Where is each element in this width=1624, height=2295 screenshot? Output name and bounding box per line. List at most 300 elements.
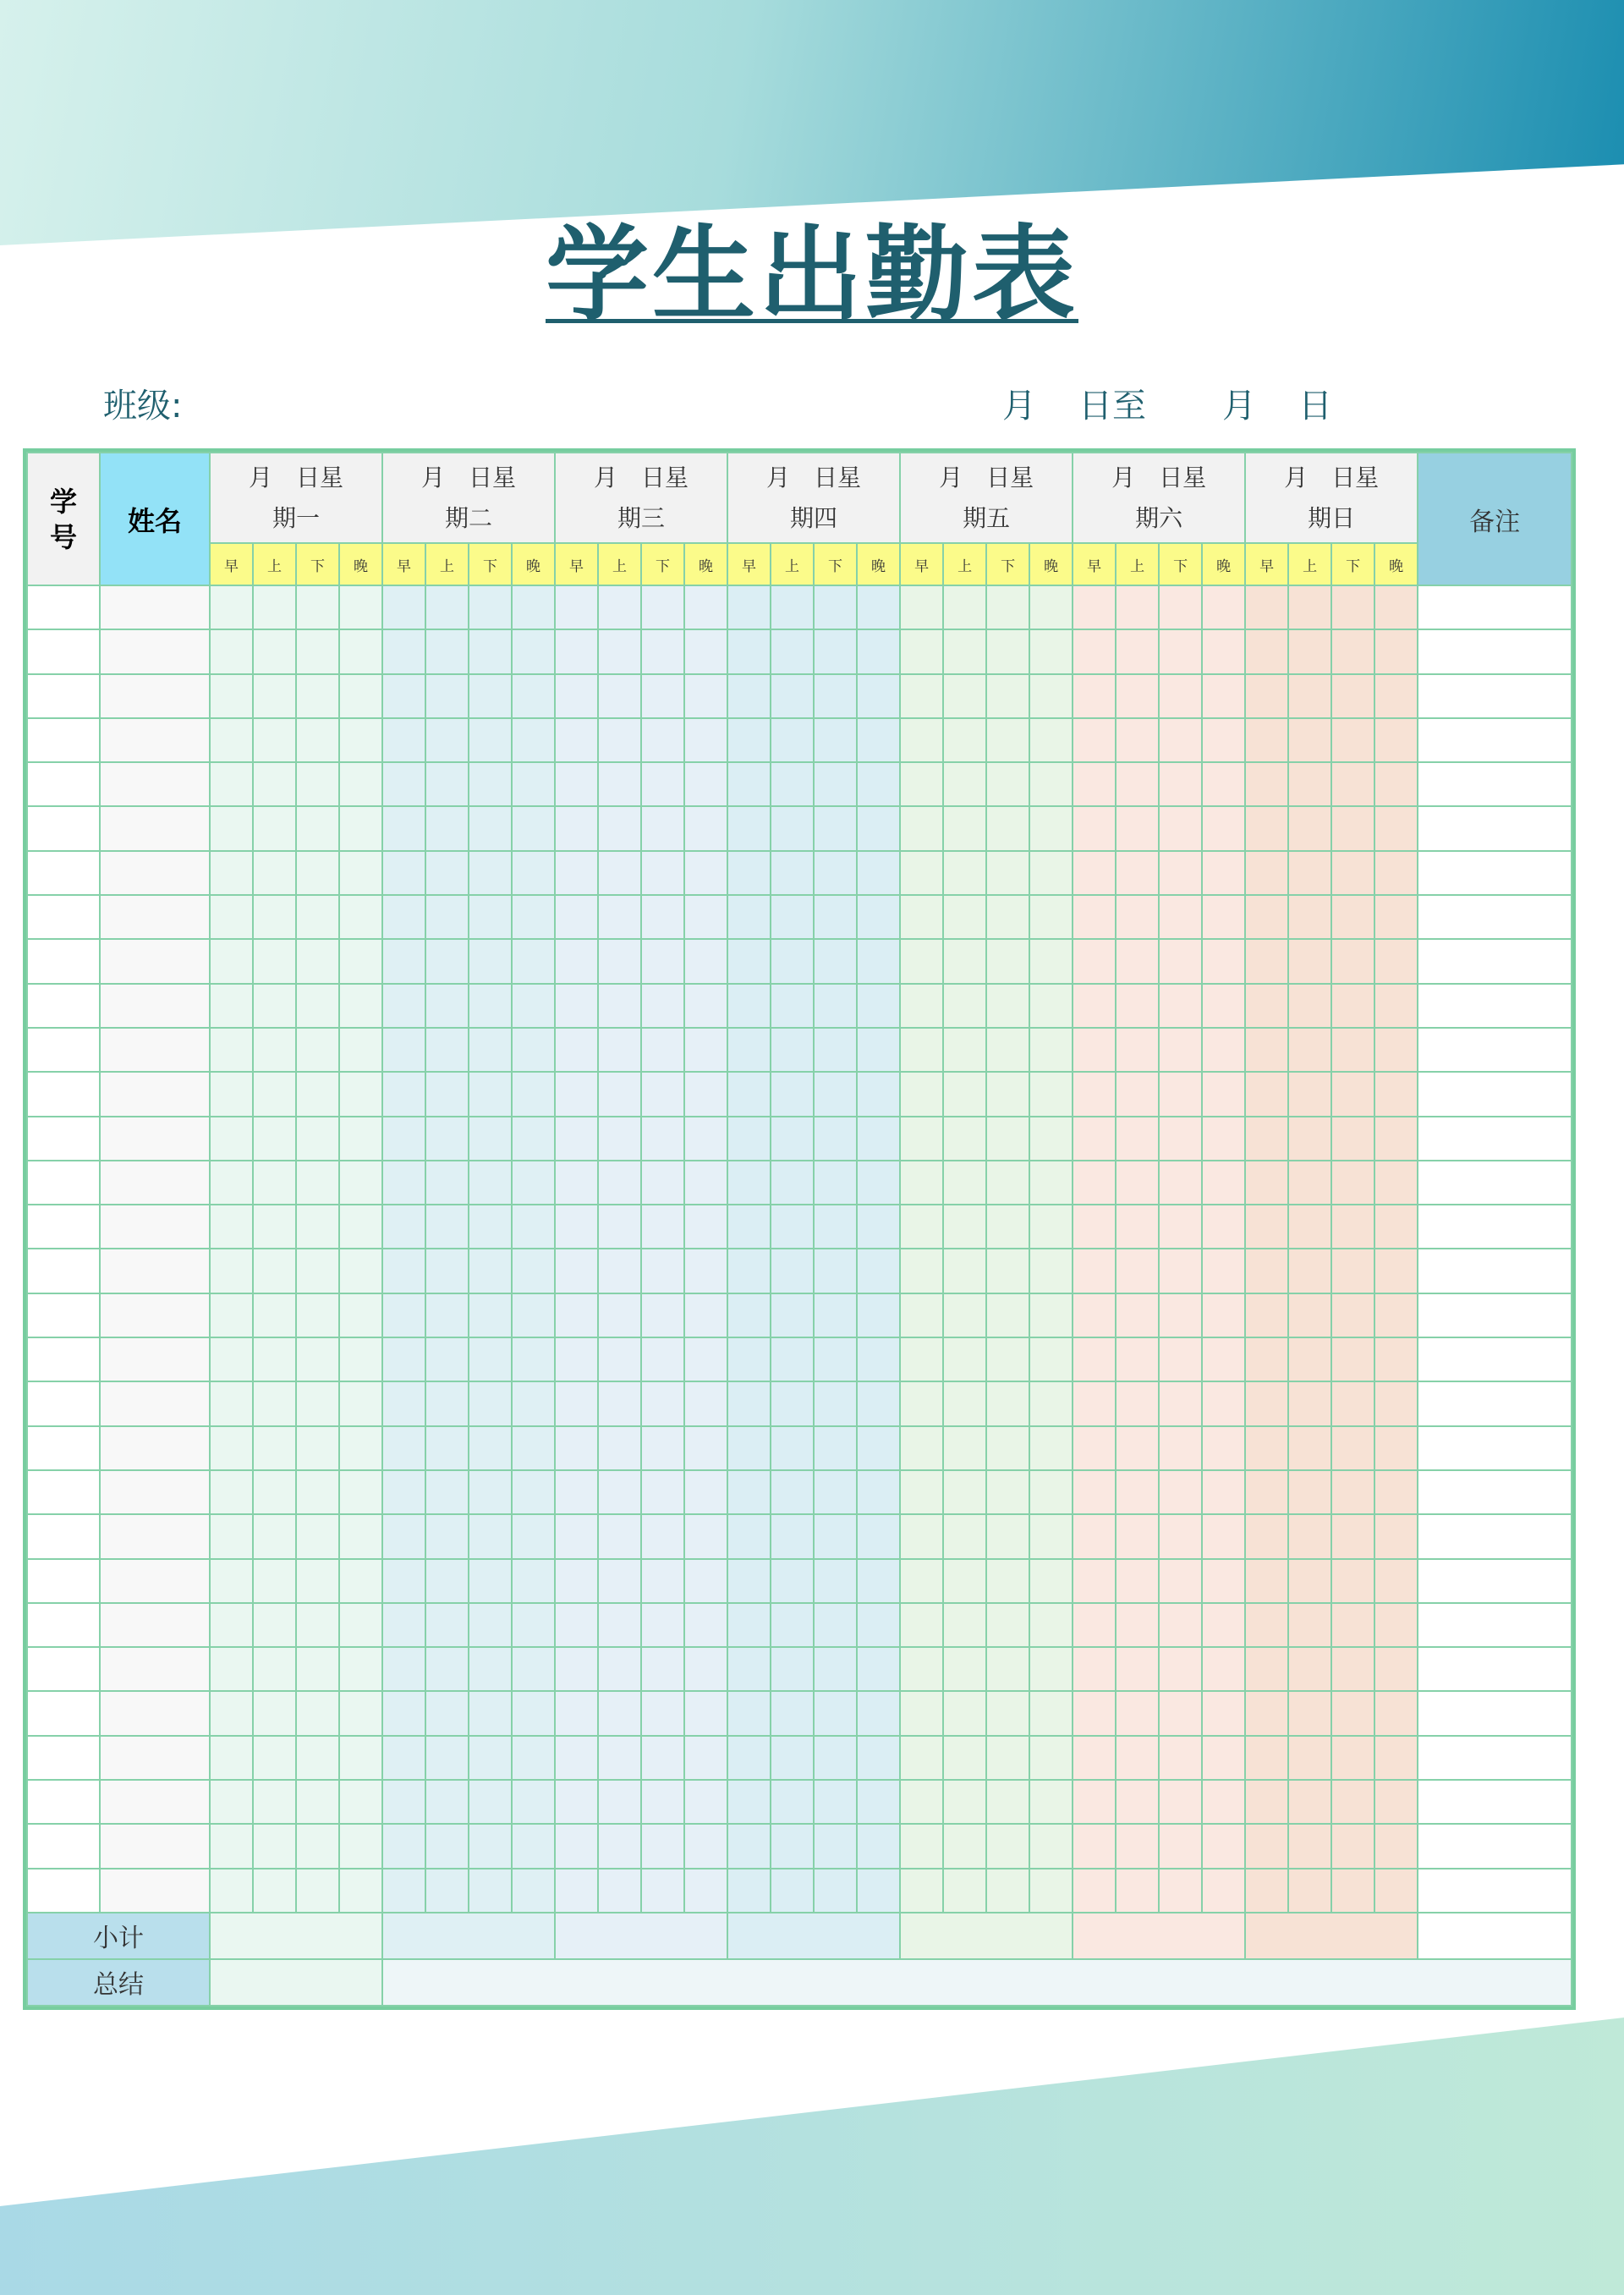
attendance-cell[interactable] (986, 718, 1029, 762)
summary-cell[interactable] (382, 1959, 1572, 2006)
student-id-cell[interactable] (27, 1161, 100, 1205)
attendance-cell[interactable] (339, 851, 382, 895)
attendance-cell[interactable] (1202, 1293, 1245, 1337)
attendance-cell[interactable] (1159, 1337, 1202, 1381)
attendance-cell[interactable] (555, 806, 598, 850)
attendance-cell[interactable] (900, 1337, 943, 1381)
attendance-cell[interactable] (1288, 718, 1331, 762)
attendance-cell[interactable] (1159, 1470, 1202, 1514)
attendance-cell[interactable] (814, 674, 857, 718)
attendance-cell[interactable] (684, 762, 727, 806)
attendance-cell[interactable] (1331, 629, 1374, 673)
attendance-cell[interactable] (1331, 1780, 1374, 1824)
attendance-cell[interactable] (986, 1470, 1029, 1514)
attendance-cell[interactable] (1073, 762, 1116, 806)
attendance-cell[interactable] (1331, 1736, 1374, 1780)
attendance-cell[interactable] (339, 1780, 382, 1824)
attendance-cell[interactable] (512, 1603, 555, 1647)
note-cell[interactable] (1418, 1337, 1572, 1381)
attendance-cell[interactable] (814, 762, 857, 806)
attendance-cell[interactable] (900, 1736, 943, 1780)
attendance-cell[interactable] (1159, 762, 1202, 806)
student-name-cell[interactable] (100, 1293, 210, 1337)
attendance-cell[interactable] (555, 1381, 598, 1425)
attendance-cell[interactable] (771, 1869, 814, 1913)
attendance-cell[interactable] (425, 1117, 469, 1161)
student-id-cell[interactable] (27, 939, 100, 983)
attendance-cell[interactable] (986, 1559, 1029, 1603)
student-name-cell[interactable] (100, 1205, 210, 1249)
attendance-cell[interactable] (1331, 895, 1374, 939)
attendance-cell[interactable] (425, 1824, 469, 1868)
attendance-cell[interactable] (339, 1559, 382, 1603)
attendance-cell[interactable] (1202, 806, 1245, 850)
attendance-cell[interactable] (684, 1426, 727, 1470)
attendance-cell[interactable] (382, 895, 425, 939)
attendance-cell[interactable] (986, 1780, 1029, 1824)
attendance-cell[interactable] (253, 895, 296, 939)
attendance-cell[interactable] (469, 1293, 512, 1337)
attendance-cell[interactable] (1029, 1869, 1073, 1913)
attendance-cell[interactable] (555, 1869, 598, 1913)
attendance-cell[interactable] (814, 1603, 857, 1647)
attendance-cell[interactable] (425, 1691, 469, 1735)
attendance-cell[interactable] (727, 1559, 771, 1603)
attendance-cell[interactable] (296, 1780, 339, 1824)
attendance-cell[interactable] (1029, 629, 1073, 673)
attendance-cell[interactable] (1159, 1161, 1202, 1205)
student-id-cell[interactable] (27, 1514, 100, 1558)
note-cell[interactable] (1418, 1824, 1572, 1868)
attendance-cell[interactable] (857, 984, 900, 1028)
attendance-cell[interactable] (425, 1470, 469, 1514)
attendance-cell[interactable] (296, 1426, 339, 1470)
attendance-cell[interactable] (555, 1117, 598, 1161)
attendance-cell[interactable] (771, 1072, 814, 1116)
attendance-cell[interactable] (857, 1337, 900, 1381)
attendance-cell[interactable] (1288, 1117, 1331, 1161)
student-id-cell[interactable] (27, 1028, 100, 1072)
attendance-cell[interactable] (253, 939, 296, 983)
attendance-cell[interactable] (1331, 1161, 1374, 1205)
attendance-cell[interactable] (296, 1869, 339, 1913)
attendance-cell[interactable] (512, 629, 555, 673)
attendance-cell[interactable] (296, 629, 339, 673)
attendance-cell[interactable] (1288, 585, 1331, 629)
note-cell[interactable] (1418, 1603, 1572, 1647)
attendance-cell[interactable] (253, 1780, 296, 1824)
attendance-cell[interactable] (425, 585, 469, 629)
attendance-cell[interactable] (1073, 1381, 1116, 1425)
attendance-cell[interactable] (469, 984, 512, 1028)
attendance-cell[interactable] (943, 1161, 986, 1205)
attendance-cell[interactable] (727, 1028, 771, 1072)
attendance-cell[interactable] (857, 1736, 900, 1780)
attendance-cell[interactable] (555, 1559, 598, 1603)
student-id-cell[interactable] (27, 1072, 100, 1116)
attendance-cell[interactable] (684, 939, 727, 983)
attendance-cell[interactable] (771, 1426, 814, 1470)
attendance-cell[interactable] (857, 1824, 900, 1868)
attendance-cell[interactable] (684, 806, 727, 850)
attendance-cell[interactable] (339, 1072, 382, 1116)
attendance-cell[interactable] (512, 674, 555, 718)
attendance-cell[interactable] (425, 1780, 469, 1824)
attendance-cell[interactable] (339, 1426, 382, 1470)
attendance-cell[interactable] (727, 1514, 771, 1558)
attendance-cell[interactable] (296, 1514, 339, 1558)
attendance-cell[interactable] (1116, 1559, 1159, 1603)
attendance-cell[interactable] (425, 1293, 469, 1337)
attendance-cell[interactable] (814, 1072, 857, 1116)
attendance-cell[interactable] (1202, 762, 1245, 806)
attendance-cell[interactable] (1374, 585, 1418, 629)
attendance-cell[interactable] (210, 1824, 253, 1868)
attendance-cell[interactable] (512, 1249, 555, 1293)
attendance-cell[interactable] (339, 718, 382, 762)
attendance-cell[interactable] (1202, 1117, 1245, 1161)
attendance-cell[interactable] (727, 1072, 771, 1116)
attendance-cell[interactable] (1331, 1559, 1374, 1603)
attendance-cell[interactable] (1288, 1161, 1331, 1205)
attendance-cell[interactable] (512, 1470, 555, 1514)
attendance-cell[interactable] (771, 585, 814, 629)
attendance-cell[interactable] (1073, 1559, 1116, 1603)
student-name-cell[interactable] (100, 1647, 210, 1691)
attendance-cell[interactable] (814, 1514, 857, 1558)
attendance-cell[interactable] (684, 1249, 727, 1293)
attendance-cell[interactable] (943, 1381, 986, 1425)
attendance-cell[interactable] (814, 629, 857, 673)
attendance-cell[interactable] (1029, 1426, 1073, 1470)
attendance-cell[interactable] (296, 1205, 339, 1249)
attendance-cell[interactable] (1202, 1824, 1245, 1868)
attendance-cell[interactable] (684, 1691, 727, 1735)
note-cell[interactable] (1418, 1869, 1572, 1913)
attendance-cell[interactable] (1245, 1293, 1288, 1337)
attendance-cell[interactable] (296, 718, 339, 762)
attendance-cell[interactable] (1116, 718, 1159, 762)
note-cell[interactable] (1418, 1647, 1572, 1691)
attendance-cell[interactable] (382, 718, 425, 762)
attendance-cell[interactable] (684, 1514, 727, 1558)
attendance-cell[interactable] (943, 1028, 986, 1072)
attendance-cell[interactable] (641, 585, 684, 629)
attendance-cell[interactable] (771, 939, 814, 983)
attendance-cell[interactable] (727, 1869, 771, 1913)
attendance-cell[interactable] (1288, 1072, 1331, 1116)
attendance-cell[interactable] (1245, 674, 1288, 718)
attendance-cell[interactable] (296, 851, 339, 895)
attendance-cell[interactable] (1374, 1470, 1418, 1514)
attendance-cell[interactable] (1288, 1691, 1331, 1735)
attendance-cell[interactable] (1331, 585, 1374, 629)
attendance-cell[interactable] (1073, 851, 1116, 895)
attendance-cell[interactable] (598, 1691, 641, 1735)
attendance-cell[interactable] (900, 806, 943, 850)
attendance-cell[interactable] (1331, 939, 1374, 983)
attendance-cell[interactable] (1202, 1603, 1245, 1647)
attendance-cell[interactable] (425, 718, 469, 762)
attendance-cell[interactable] (1116, 851, 1159, 895)
attendance-cell[interactable] (727, 1780, 771, 1824)
attendance-cell[interactable] (900, 984, 943, 1028)
attendance-cell[interactable] (1245, 1691, 1288, 1735)
attendance-cell[interactable] (641, 851, 684, 895)
attendance-cell[interactable] (555, 1426, 598, 1470)
student-id-cell[interactable] (27, 1249, 100, 1293)
attendance-cell[interactable] (425, 1869, 469, 1913)
attendance-cell[interactable] (641, 629, 684, 673)
attendance-cell[interactable] (727, 1161, 771, 1205)
attendance-cell[interactable] (1374, 1028, 1418, 1072)
attendance-cell[interactable] (210, 674, 253, 718)
attendance-cell[interactable] (296, 1117, 339, 1161)
attendance-cell[interactable] (1331, 1249, 1374, 1293)
attendance-cell[interactable] (727, 895, 771, 939)
attendance-cell[interactable] (986, 585, 1029, 629)
attendance-cell[interactable] (339, 806, 382, 850)
attendance-cell[interactable] (210, 585, 253, 629)
attendance-cell[interactable] (296, 1337, 339, 1381)
attendance-cell[interactable] (943, 1824, 986, 1868)
attendance-cell[interactable] (1029, 718, 1073, 762)
attendance-cell[interactable] (986, 1426, 1029, 1470)
attendance-cell[interactable] (469, 1869, 512, 1913)
student-id-cell[interactable] (27, 806, 100, 850)
student-id-cell[interactable] (27, 629, 100, 673)
attendance-cell[interactable] (641, 718, 684, 762)
attendance-cell[interactable] (382, 629, 425, 673)
attendance-cell[interactable] (1029, 1072, 1073, 1116)
attendance-cell[interactable] (943, 585, 986, 629)
attendance-cell[interactable] (1159, 585, 1202, 629)
attendance-cell[interactable] (1116, 1824, 1159, 1868)
attendance-cell[interactable] (857, 1869, 900, 1913)
student-name-cell[interactable] (100, 1691, 210, 1735)
attendance-cell[interactable] (1202, 1470, 1245, 1514)
attendance-cell[interactable] (814, 1647, 857, 1691)
student-name-cell[interactable] (100, 762, 210, 806)
attendance-cell[interactable] (986, 851, 1029, 895)
attendance-cell[interactable] (771, 806, 814, 850)
attendance-cell[interactable] (210, 939, 253, 983)
attendance-cell[interactable] (986, 1249, 1029, 1293)
attendance-cell[interactable] (814, 1426, 857, 1470)
note-cell[interactable] (1418, 629, 1572, 673)
attendance-cell[interactable] (771, 1381, 814, 1425)
attendance-cell[interactable] (1116, 1603, 1159, 1647)
attendance-cell[interactable] (425, 1736, 469, 1780)
attendance-cell[interactable] (900, 851, 943, 895)
attendance-cell[interactable] (1159, 1780, 1202, 1824)
attendance-cell[interactable] (1331, 674, 1374, 718)
attendance-cell[interactable] (1029, 984, 1073, 1028)
attendance-cell[interactable] (555, 1691, 598, 1735)
subtotal-cell[interactable] (900, 1913, 1073, 1959)
attendance-cell[interactable] (469, 1691, 512, 1735)
attendance-cell[interactable] (1245, 585, 1288, 629)
attendance-cell[interactable] (1159, 1205, 1202, 1249)
attendance-cell[interactable] (1029, 1205, 1073, 1249)
attendance-cell[interactable] (210, 1249, 253, 1293)
attendance-cell[interactable] (1029, 1691, 1073, 1735)
attendance-cell[interactable] (1374, 1824, 1418, 1868)
attendance-cell[interactable] (1202, 1514, 1245, 1558)
attendance-cell[interactable] (1029, 1117, 1073, 1161)
attendance-cell[interactable] (555, 762, 598, 806)
attendance-cell[interactable] (339, 1736, 382, 1780)
attendance-cell[interactable] (641, 1824, 684, 1868)
attendance-cell[interactable] (1073, 1117, 1116, 1161)
attendance-cell[interactable] (943, 1249, 986, 1293)
attendance-cell[interactable] (900, 1691, 943, 1735)
attendance-cell[interactable] (382, 851, 425, 895)
attendance-cell[interactable] (1073, 895, 1116, 939)
attendance-cell[interactable] (253, 1514, 296, 1558)
attendance-cell[interactable] (296, 1161, 339, 1205)
attendance-cell[interactable] (339, 1161, 382, 1205)
attendance-cell[interactable] (1202, 1161, 1245, 1205)
summary-first-cell[interactable] (210, 1959, 382, 2006)
attendance-cell[interactable] (684, 1381, 727, 1425)
attendance-cell[interactable] (598, 806, 641, 850)
attendance-cell[interactable] (382, 1337, 425, 1381)
attendance-cell[interactable] (641, 1161, 684, 1205)
attendance-cell[interactable] (1116, 674, 1159, 718)
attendance-cell[interactable] (857, 1603, 900, 1647)
attendance-cell[interactable] (1116, 895, 1159, 939)
attendance-cell[interactable] (641, 1117, 684, 1161)
attendance-cell[interactable] (943, 1691, 986, 1735)
attendance-cell[interactable] (210, 762, 253, 806)
attendance-cell[interactable] (339, 1028, 382, 1072)
attendance-cell[interactable] (1029, 1514, 1073, 1558)
attendance-cell[interactable] (425, 984, 469, 1028)
attendance-cell[interactable] (296, 806, 339, 850)
attendance-cell[interactable] (210, 1161, 253, 1205)
attendance-cell[interactable] (1331, 1691, 1374, 1735)
attendance-cell[interactable] (598, 1869, 641, 1913)
attendance-cell[interactable] (814, 1691, 857, 1735)
attendance-cell[interactable] (1331, 1824, 1374, 1868)
attendance-cell[interactable] (857, 806, 900, 850)
attendance-cell[interactable] (210, 1381, 253, 1425)
attendance-cell[interactable] (253, 1869, 296, 1913)
student-id-cell[interactable] (27, 1337, 100, 1381)
attendance-cell[interactable] (339, 1647, 382, 1691)
attendance-cell[interactable] (986, 1161, 1029, 1205)
attendance-cell[interactable] (1374, 1205, 1418, 1249)
attendance-cell[interactable] (598, 1514, 641, 1558)
attendance-cell[interactable] (1029, 895, 1073, 939)
attendance-cell[interactable] (382, 1470, 425, 1514)
attendance-cell[interactable] (857, 1205, 900, 1249)
attendance-cell[interactable] (1374, 806, 1418, 850)
attendance-cell[interactable] (857, 585, 900, 629)
attendance-cell[interactable] (900, 1603, 943, 1647)
attendance-cell[interactable] (598, 1603, 641, 1647)
attendance-cell[interactable] (339, 585, 382, 629)
attendance-cell[interactable] (727, 1337, 771, 1381)
attendance-cell[interactable] (1073, 1161, 1116, 1205)
note-cell[interactable] (1418, 1470, 1572, 1514)
attendance-cell[interactable] (1029, 1824, 1073, 1868)
attendance-cell[interactable] (339, 1691, 382, 1735)
attendance-cell[interactable] (684, 1072, 727, 1116)
attendance-cell[interactable] (1073, 1736, 1116, 1780)
attendance-cell[interactable] (1331, 1337, 1374, 1381)
attendance-cell[interactable] (986, 895, 1029, 939)
student-name-cell[interactable] (100, 629, 210, 673)
attendance-cell[interactable] (1288, 1426, 1331, 1470)
attendance-cell[interactable] (641, 1072, 684, 1116)
attendance-cell[interactable] (771, 1603, 814, 1647)
attendance-cell[interactable] (727, 984, 771, 1028)
attendance-cell[interactable] (1331, 1381, 1374, 1425)
attendance-cell[interactable] (1245, 1824, 1288, 1868)
attendance-cell[interactable] (986, 629, 1029, 673)
student-id-cell[interactable] (27, 1824, 100, 1868)
attendance-cell[interactable] (986, 1691, 1029, 1735)
attendance-cell[interactable] (382, 806, 425, 850)
attendance-cell[interactable] (986, 984, 1029, 1028)
attendance-cell[interactable] (469, 1249, 512, 1293)
attendance-cell[interactable] (1073, 1780, 1116, 1824)
attendance-cell[interactable] (382, 762, 425, 806)
attendance-cell[interactable] (1202, 984, 1245, 1028)
attendance-cell[interactable] (1288, 1337, 1331, 1381)
attendance-cell[interactable] (1245, 1117, 1288, 1161)
attendance-cell[interactable] (253, 1381, 296, 1425)
attendance-cell[interactable] (1245, 718, 1288, 762)
attendance-cell[interactable] (1116, 1249, 1159, 1293)
attendance-cell[interactable] (425, 1337, 469, 1381)
attendance-cell[interactable] (469, 1736, 512, 1780)
attendance-cell[interactable] (598, 1381, 641, 1425)
attendance-cell[interactable] (1202, 1028, 1245, 1072)
attendance-cell[interactable] (857, 1249, 900, 1293)
attendance-cell[interactable] (1159, 1514, 1202, 1558)
attendance-cell[interactable] (339, 762, 382, 806)
attendance-cell[interactable] (253, 1205, 296, 1249)
attendance-cell[interactable] (900, 718, 943, 762)
attendance-cell[interactable] (1245, 1780, 1288, 1824)
attendance-cell[interactable] (1159, 1691, 1202, 1735)
attendance-cell[interactable] (1159, 1736, 1202, 1780)
attendance-cell[interactable] (857, 851, 900, 895)
attendance-cell[interactable] (339, 1603, 382, 1647)
attendance-cell[interactable] (771, 674, 814, 718)
attendance-cell[interactable] (253, 1647, 296, 1691)
attendance-cell[interactable] (296, 939, 339, 983)
note-cell[interactable] (1418, 1736, 1572, 1780)
attendance-cell[interactable] (253, 762, 296, 806)
attendance-cell[interactable] (1029, 1028, 1073, 1072)
attendance-cell[interactable] (598, 1470, 641, 1514)
attendance-cell[interactable] (1073, 718, 1116, 762)
attendance-cell[interactable] (469, 806, 512, 850)
attendance-cell[interactable] (425, 629, 469, 673)
attendance-cell[interactable] (425, 1514, 469, 1558)
attendance-cell[interactable] (771, 1514, 814, 1558)
attendance-cell[interactable] (1374, 984, 1418, 1028)
attendance-cell[interactable] (814, 1736, 857, 1780)
attendance-cell[interactable] (253, 1603, 296, 1647)
attendance-cell[interactable] (641, 1736, 684, 1780)
attendance-cell[interactable] (210, 1647, 253, 1691)
attendance-cell[interactable] (512, 1426, 555, 1470)
